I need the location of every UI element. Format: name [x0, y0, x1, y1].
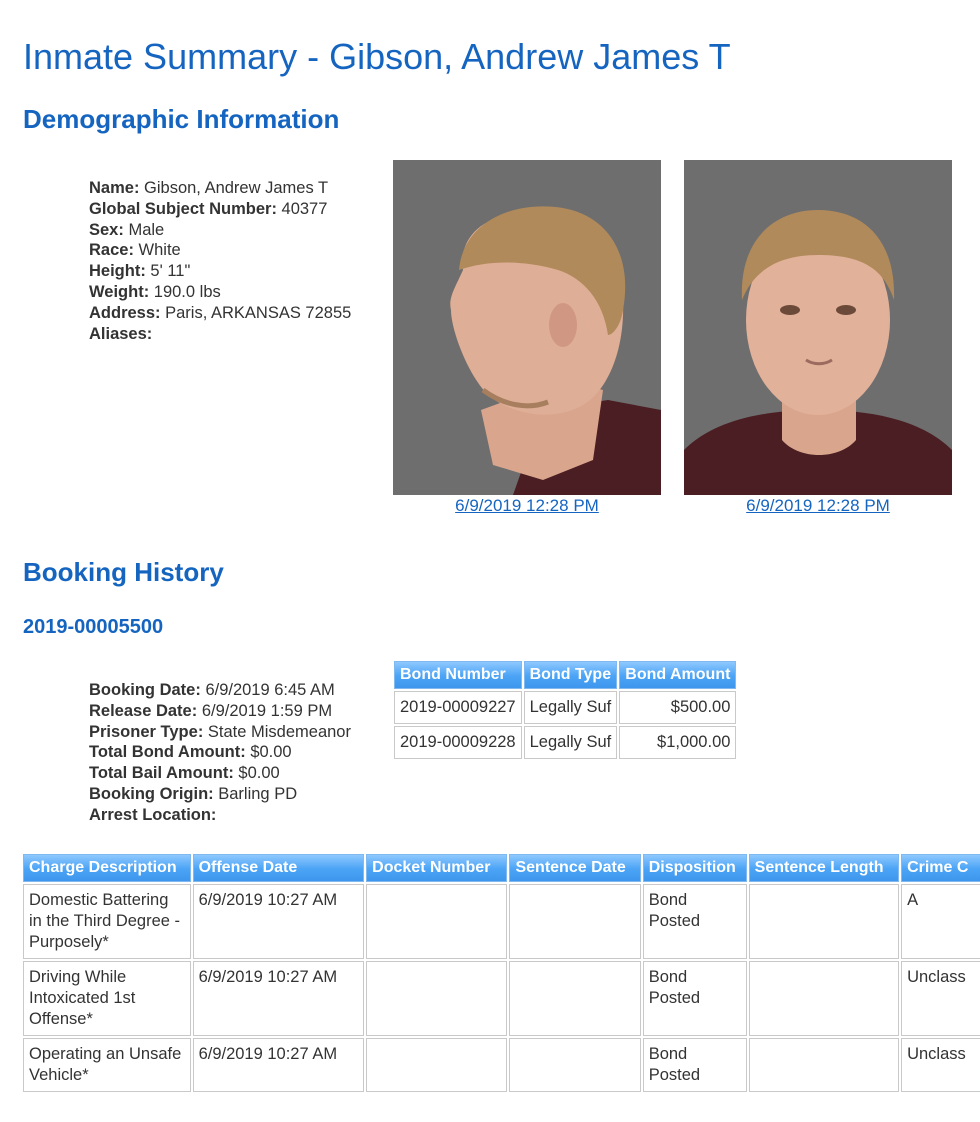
sentence-date-cell	[509, 884, 640, 959]
bond-header-row	[394, 661, 736, 689]
disposition-cell: Bond Posted	[643, 1038, 747, 1092]
crime-class-cell: Unclass	[901, 1038, 980, 1092]
charge-description-header[interactable]: Charge Description	[23, 854, 191, 882]
docket-number-cell	[366, 884, 507, 959]
mugshot-front-photo[interactable]	[684, 160, 952, 495]
address-row: Address: Paris, ARKANSAS 72855	[89, 303, 352, 322]
total-bail-value: $0.00	[238, 764, 280, 783]
booking-number: 2019-00005500	[23, 616, 164, 638]
bond-type-header[interactable]: Bond Type	[524, 661, 618, 689]
table-row	[394, 691, 736, 724]
disposition-cell: Bond Posted	[643, 961, 747, 1036]
name-row: Name: Gibson, Andrew James T	[89, 179, 329, 197]
disposition-header[interactable]: Disposition	[643, 854, 747, 882]
booking-info	[89, 680, 351, 826]
demographic-info	[89, 178, 351, 344]
prisoner-type-row: Prisoner Type: State Misdemeanor	[89, 722, 351, 741]
race-value: White	[138, 241, 181, 260]
bond-type-cell: Legally Suf	[524, 691, 618, 724]
demographic-heading: Demographic Information	[23, 104, 340, 134]
weight-value: 190.0 lbs	[153, 282, 221, 301]
table-row	[23, 961, 980, 1036]
crime-class-cell: Unclass	[901, 961, 980, 1036]
docket-number-header[interactable]: Docket Number	[366, 854, 507, 882]
table-row	[394, 726, 736, 759]
charge-table	[21, 852, 980, 1094]
sex-value: Male	[128, 220, 165, 239]
weight-row: Weight: 190.0 lbs	[89, 282, 221, 301]
booking-history-heading: Booking History	[23, 557, 224, 587]
total-bail-row: Total Bail Amount: $0.00	[89, 764, 280, 783]
prisoner-type-value: State Misdemeanor	[207, 722, 351, 741]
booking-origin-row: Booking Origin: Barling PD	[89, 784, 298, 803]
bond-number-cell: 2019-00009227	[394, 691, 522, 724]
name-value: Gibson, Andrew James T	[144, 179, 329, 197]
sentence-date-cell	[509, 1038, 640, 1092]
offense-date-cell: 6/9/2019 10:27 AM	[193, 884, 365, 959]
height-row: Height: 5' 11"	[89, 262, 191, 281]
table-row	[23, 884, 980, 959]
offense-date-cell: 6/9/2019 10:27 AM	[193, 961, 365, 1036]
bond-number-header[interactable]: Bond Number	[394, 661, 522, 689]
mugshot-front-link[interactable]: 6/9/2019 12:28 PM	[746, 496, 890, 515]
crime-class-cell: A	[901, 884, 980, 959]
offense-date-header[interactable]: Offense Date	[193, 854, 365, 882]
release-date-value: 6/9/2019 1:59 PM	[201, 701, 333, 720]
total-bond-row: Total Bond Amount: $0.00	[89, 743, 292, 762]
height-value: 5' 11"	[150, 262, 191, 281]
address-value: Paris, ARKANSAS 72855	[165, 303, 352, 322]
sex-row: Sex: Male	[89, 220, 165, 239]
bond-amount-cell: $1,000.00	[619, 726, 736, 759]
charge-header-row	[23, 854, 980, 882]
docket-number-cell	[366, 1038, 507, 1092]
arrest-location-row: Arrest Location:	[89, 805, 217, 824]
sentence-date-header[interactable]: Sentence Date	[509, 854, 640, 882]
page-title: Inmate Summary - Gibson, Andrew James T	[23, 36, 731, 77]
bond-table	[392, 659, 738, 761]
race-row: Race: White	[89, 241, 181, 260]
crime-class-header[interactable]: Crime C	[901, 854, 980, 882]
sentence-length-cell	[749, 961, 899, 1036]
charge-description-cell: Driving While Intoxicated 1st Offense*	[23, 961, 191, 1036]
booking-date-row: Booking Date: 6/9/2019 6:45 AM	[89, 681, 335, 699]
bond-number-cell: 2019-00009228	[394, 726, 522, 759]
docket-number-cell	[366, 961, 507, 1036]
sentence-length-cell	[749, 1038, 899, 1092]
offense-date-cell: 6/9/2019 10:27 AM	[193, 1038, 365, 1092]
sentence-date-cell	[509, 961, 640, 1036]
total-bond-value: $0.00	[250, 743, 292, 762]
bond-amount-cell: $500.00	[619, 691, 736, 724]
booking-date-value: 6/9/2019 6:45 AM	[205, 681, 335, 699]
sentence-length-header[interactable]: Sentence Length	[749, 854, 899, 882]
bond-type-cell: Legally Suf	[524, 726, 618, 759]
booking-origin-value: Barling PD	[218, 784, 298, 803]
table-row	[23, 1038, 980, 1092]
sentence-length-cell	[749, 884, 899, 959]
mugshot-profile-link[interactable]: 6/9/2019 12:28 PM	[455, 496, 599, 515]
charge-description-cell: Domestic Battering in the Third Degree - Purposely*	[23, 884, 191, 959]
bond-amount-header[interactable]: Bond Amount	[619, 661, 736, 689]
disposition-cell: Bond Posted	[643, 884, 747, 959]
charge-description-cell: Operating an Unsafe Vehicle*	[23, 1038, 191, 1092]
mugshot-profile-photo[interactable]	[393, 160, 661, 495]
aliases-row: Aliases:	[89, 324, 153, 343]
subject-number-value: 40377	[281, 199, 328, 218]
release-date-row: Release Date: 6/9/2019 1:59 PM	[89, 701, 333, 720]
subject-number-row: Global Subject Number: 40377	[89, 199, 328, 218]
